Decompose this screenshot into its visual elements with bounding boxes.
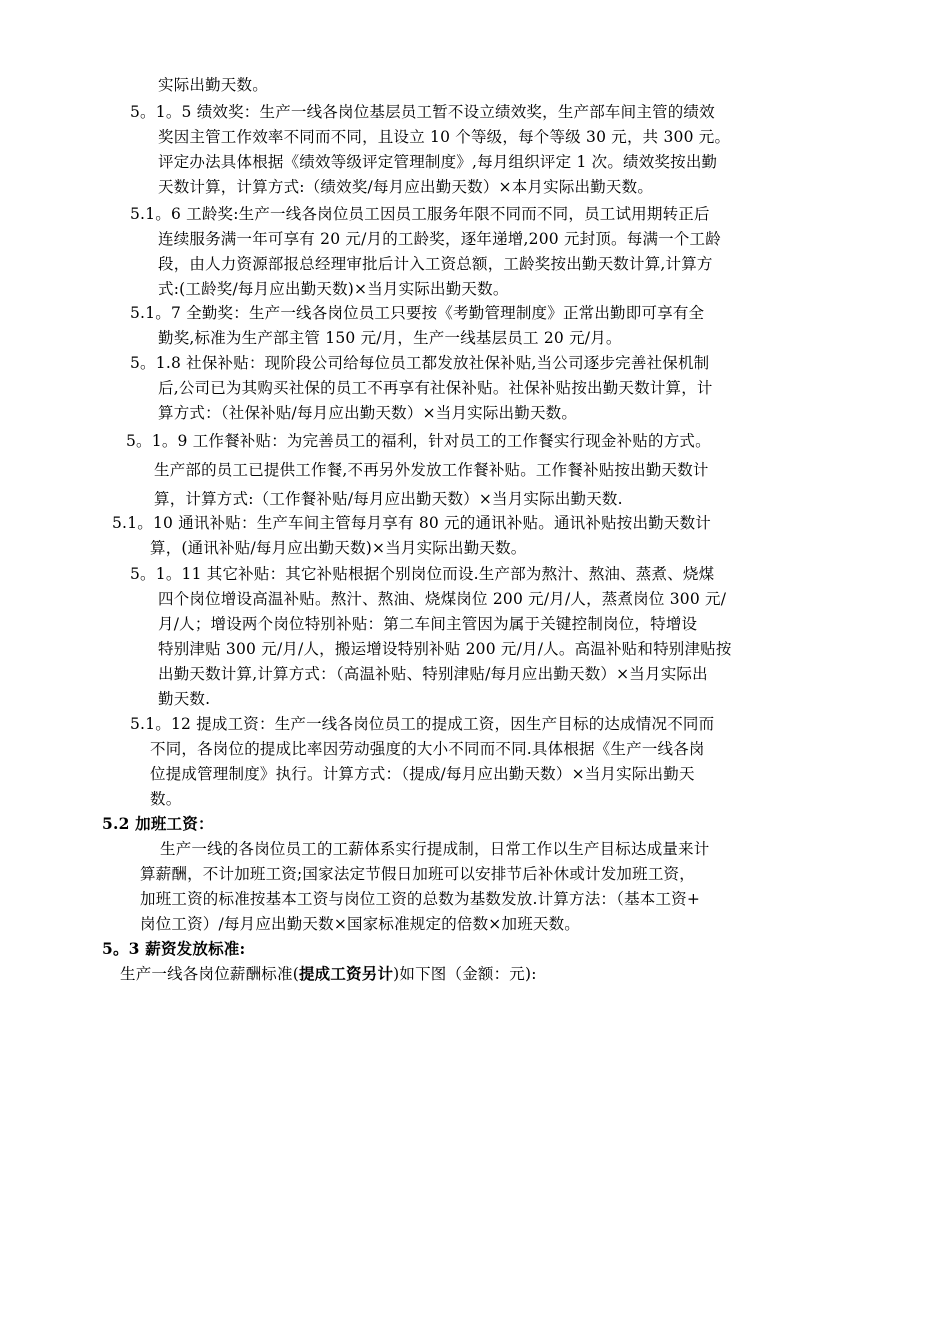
text-line: 实际出勤天数。 [158,76,268,94]
section-5-1-6-heading-line: 5.1。6 工龄奖:生产一线各岗位员工因员工服务年限不同而不同，员工试用期转正后 [130,205,710,223]
text-line: 奖因主管工作效率不同而不同，且设立 10 个等级，每个等级 30 元，共 300 元。 [158,128,731,146]
text-line: 连续服务满一年可享有 20 元/月的工龄奖，逐年递增,200 元封顶。每满一个工龄 [158,230,721,248]
text-line: 算，计算方式:（工作餐补贴/每月应出勤天数）×当月实际出勤天数. [154,490,623,508]
intro-text-after: )如下图（金额：元): [393,965,537,983]
text-line: 评定办法具体根据《绩效等级评定管理制度》,每月组织评定 1 次。绩效奖按出勤 [158,153,718,171]
section-5-1-7-heading-line: 5.1。7 全勤奖：生产一线各岗位员工只要按《考勤管理制度》正常出勤即可享有全 [130,304,705,322]
text-line: 加班工资的标准按基本工资与岗位工资的总数为基数发放.计算方法：（基本工资+ [140,890,701,908]
intro-text-bold: 提成工资另计 [298,964,394,983]
text-line: 算薪酬，不计加班工资;国家法定节假日加班可以安排节后补休或计发加班工资， [140,865,695,883]
text-line: 出勤天数计算,计算方式：（高温补贴、特别津贴/每月应出勤天数）×当月实际出 [158,665,708,683]
section-5-1-9-heading-line: 5。1。9 工作餐补贴：为完善员工的福利，针对员工的工作餐实行现金补贴的方式。 [126,432,711,450]
section-5-1-12-heading-line: 5.1。12 提成工资：生产一线各岗位员工的提成工资，因生产目标的达成情况不同而 [130,715,715,733]
text-line: 勤天数. [158,690,211,708]
text-line: 勤奖,标准为生产部主管 150 元/月，生产一线基层员工 20 元/月。 [158,329,622,347]
section-5-3-heading: 5。3 薪资发放标准: [102,939,246,958]
text-line: 生产部的员工已提供工作餐,不再另外发放工作餐补贴。工作餐补贴按出勤天数计 [154,461,709,479]
section-5-2-heading: 5.2 加班工资： [102,814,214,833]
text-line: 算方式：（社保补贴/每月应出勤天数）×当月实际出勤天数。 [158,404,578,422]
text-line: 位提成管理制度》执行。计算方式：（提成/每月应出勤天数）×当月实际出勤天 [150,765,695,783]
salary-standard-intro [120,961,537,987]
section-5-1-10-heading-line: 5.1。10 通讯补贴：生产车间主管每月享有 80 元的通讯补贴。通讯补贴按出勤天数计 [112,514,711,532]
text-line: 生产一线的各岗位员工的工薪体系实行提成制，日常工作以生产目标达成量来计 [160,840,710,858]
section-5-1-8-heading-line: 5。1.8 社保补贴：现阶段公司给每位员工都发放社保补贴,当公司逐步完善社保机制 [130,354,710,372]
text-line: 算，(通讯补贴/每月应出勤天数)×当月实际出勤天数。 [150,539,527,557]
section-5-1-11-heading-line: 5。1。11 其它补贴：其它补贴根据个别岗位而设.生产部为熬汁、熬油、蒸煮、烧煤 [130,565,715,583]
text-line: 式:(工龄奖/每月应出勤天数)×当月实际出勤天数。 [158,280,509,298]
text-line: 段，由人力资源部报总经理审批后计入工资总额，工龄奖按出勤天数计算,计算方 [158,255,713,273]
text-line: 岗位工资）/每月应出勤天数×国家标准规定的倍数×加班天数。 [140,915,580,933]
text-line: 四个岗位增设高温补贴。熬汁、熬油、烧煤岗位 200 元/月/人，蒸煮岗位 300 元/ [158,590,727,608]
text-line: 不同，各岗位的提成比率因劳动强度的大小不同而不同.具体根据《生产一线各岗 [150,740,705,758]
text-line: 特别津贴 300 元/月/人，搬运增设特别补贴 200 元/月/人。高温补贴和特别津贴按 [158,640,732,658]
section-5-1-5-heading-line: 5。1。5 绩效奖：生产一线各岗位基层员工暂不设立绩效奖，生产部车间主管的绩效 [130,103,715,121]
intro-text-before: 生产一线各岗位薪酬标准( [120,965,299,983]
text-line: 天数计算，计算方式:（绩效奖/每月应出勤天数）×本月实际出勤天数。 [158,178,654,196]
text-line: 后,公司已为其购买社保的员工不再享有社保补贴。社保补贴按出勤天数计算，计 [158,379,713,397]
text-line: 数。 [150,790,182,808]
text-line: 月/人；增设两个岗位特别补贴：第二车间主管因为属于关键控制岗位，特增设 [158,615,698,633]
